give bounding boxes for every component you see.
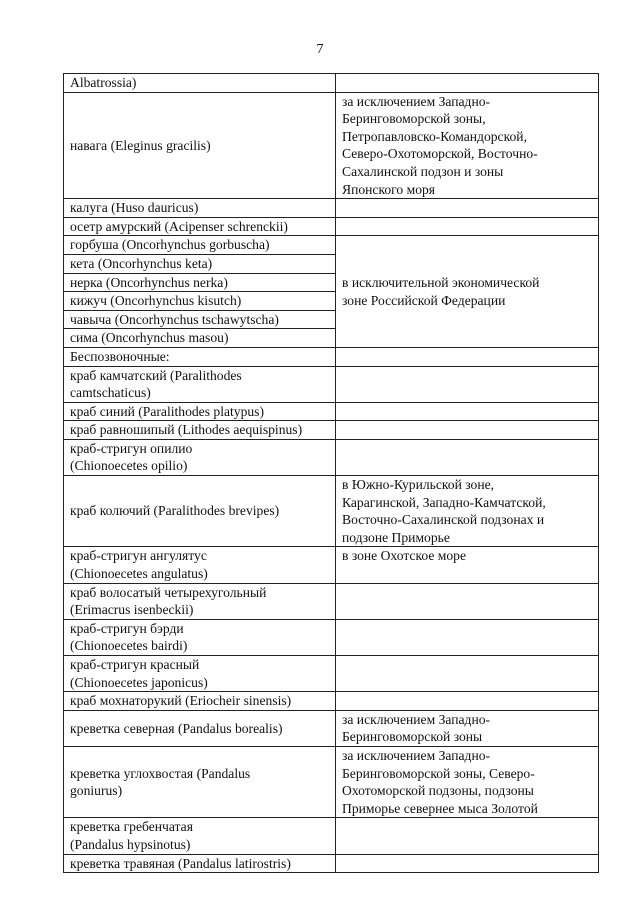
restriction-note-cell: за исключением Западно- Беринговоморской зоны [336,710,599,746]
species-name-cell: краб синий (Paralithodes platypus) [64,402,336,421]
table-row [64,583,599,619]
species-name-cell: горбуша (Oncorhynchus gorbuscha) [64,236,336,255]
species-name-cell: краб-стригун красный (Chionoecetes japonicus) [64,656,336,692]
species-name-cell: кета (Oncorhynchus keta) [64,254,336,273]
restriction-note-cell [336,439,599,475]
species-name-cell: осетр амурский (Acipenser schrenckii) [64,217,336,236]
restriction-note-cell [336,347,599,366]
species-name-cell: креветка травяная (Pandalus latirostris) [64,854,336,873]
restriction-note-cell [336,199,599,218]
restriction-note-cell [336,74,599,93]
table-row [64,547,599,583]
table-row [64,656,599,692]
restriction-note-cell: в зоне Охотское море [336,547,599,583]
table-row [64,74,599,93]
species-name-cell: креветка гребенчатая (Pandalus hypsinotus) [64,818,336,854]
species-name-cell: краб камчатский (Paralithodes camtschaticus) [64,366,336,402]
table-row [64,746,599,817]
species-name-cell: краб мохнаторукий (Eriocheir sinensis) [64,692,336,711]
species-name-cell: сима (Oncorhynchus masou) [64,329,336,348]
species-name-cell: навага (Eleginus gracilis) [64,92,336,199]
species-name-cell: краб-стригун ангулятус (Chionoecetes angulatus) [64,547,336,583]
page-number: 7 [316,42,324,57]
species-name-cell: краб-стригун опилио (Chionoecetes opilio) [64,439,336,475]
restriction-note-cell [336,854,599,873]
restriction-note-cell: за исключением Западно- Беринговоморской зоны, Петропавловско-Командорской, Северо-Охотоморской, Восточно- Сахалинской подзон и зоны Японского моря [336,92,599,199]
species-name-cell: краб равношипый (Lithodes aequispinus) [64,421,336,440]
restriction-note-cell [336,217,599,236]
table-row [64,710,599,746]
species-name-cell: чавыча (Oncorhynchus tschawytscha) [64,310,336,329]
restriction-note-cell [336,421,599,440]
species-table-body [64,74,599,873]
restriction-note-cell: за исключением Западно- Беринговоморской зоны, Северо- Охотоморской подзоны, подзоны Приморье севернее мыса Золотой [336,746,599,817]
restriction-note-cell: в Южно-Курильской зоне, Карагинской, Западно-Камчатской, Восточно-Сахалинской подзонах и подзоне Приморье [336,476,599,547]
restriction-note-cell [336,583,599,619]
table-row [64,92,599,199]
species-name-cell: краб волосатый четырехугольный (Erimacrus isenbeckii) [64,583,336,619]
species-name-cell: краб колючий (Paralithodes brevipes) [64,476,336,547]
species-name-cell: креветка северная (Pandalus borealis) [64,710,336,746]
species-name-cell: Albatrossia) [64,74,336,93]
species-table [63,73,599,873]
table-row [64,439,599,475]
table-row [64,854,599,873]
restriction-note-cell: в исключительной экономической зоне Российской Федерации [336,236,599,348]
table-row [64,421,599,440]
species-name-cell: кижуч (Oncorhynchus kisutch) [64,292,336,311]
table-row [64,818,599,854]
table-row [64,402,599,421]
table-row [64,476,599,547]
table-row [64,619,599,655]
table-row [64,236,599,255]
species-name-cell: краб-стригун бэрди (Chionoecetes bairdi) [64,619,336,655]
species-name-cell: калуга (Huso dauricus) [64,199,336,218]
species-name-cell: нерка (Oncorhynchus nerka) [64,273,336,292]
table-row [64,366,599,402]
species-name-cell: креветка углохвостая (Pandalus goniurus) [64,746,336,817]
restriction-note-cell [336,656,599,692]
table-row [64,199,599,218]
restriction-note-cell [336,692,599,711]
table-row [64,692,599,711]
table-row [64,217,599,236]
table-row [64,347,599,366]
species-name-cell: Беспозвоночные: [64,347,336,366]
restriction-note-cell [336,619,599,655]
restriction-note-cell [336,402,599,421]
restriction-note-cell [336,366,599,402]
restriction-note-cell [336,818,599,854]
